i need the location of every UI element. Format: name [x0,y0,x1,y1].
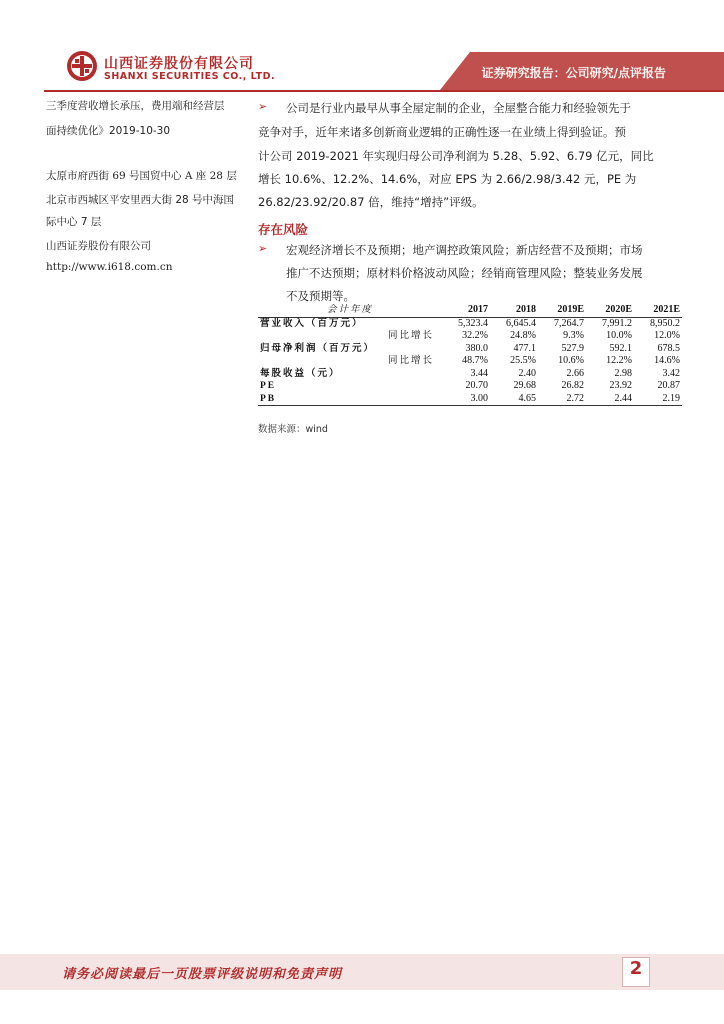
bullet-icon: ➢ [258,100,268,113]
table-row [258,330,682,343]
table-cell: 12.2% [606,355,632,366]
page-header [0,0,724,96]
table-cell: 2.66 [566,367,584,379]
table-cell: 3.00 [442,393,490,406]
table-cell: 10.6% [558,355,584,366]
table-row-label: 归母净利润（百万元） [260,343,376,354]
table-cell: 2.40 [518,367,536,379]
table-row-label: PB [258,393,442,406]
table-cell: 10.0% [606,330,632,341]
sidebar-address-taiyuan: 太原市府西街 69 号国贸中心 A 座 28 层 [46,170,237,182]
sidebar-website-link[interactable]: http://www.i618.com.cn [46,261,173,273]
page-number: 2 [629,958,643,979]
table-cell: 6,645.4 [506,317,536,329]
header-divider [44,90,724,92]
risk-line: 宏观经济增长不及预期；地产调控政策风险；新店经营不及预期；市场 [286,243,643,257]
data-source-note: 数据来源：wind [258,424,328,435]
table-row [258,368,682,381]
table-cell: 3.44 [470,367,488,379]
table-row [258,393,682,406]
table-header-year: 2019E [538,304,586,317]
table-cell: 14.6% [654,355,680,366]
table-row-label: 同比增长 [387,356,434,366]
sidebar-related-report-line1: 三季度营收增长承压，费用端和经营层 [46,100,225,112]
table-cell: 2.19 [634,393,682,406]
table-row-label: 同比增长 [387,331,434,341]
table-header-year: 2018 [490,304,538,317]
table-cell: 23.92 [609,380,632,391]
table-cell: 4.65 [490,393,538,406]
table-cell: 29.68 [513,380,536,391]
table-cell: 527.9 [561,342,584,354]
sidebar-address-beijing-line1: 北京市西城区平安里西大街 28 号中海国 [46,194,235,206]
table-cell: 2.98 [614,367,632,379]
table-cell: 32.2% [462,330,488,341]
financial-forecast-table [258,304,682,406]
table-cell: 5,323.4 [458,317,488,329]
sidebar-company-name: 山西证券股份有限公司 [46,240,151,252]
table-cell: 477.1 [513,342,536,354]
table-cell: 24.8% [510,330,536,341]
table-cell: 7,264.7 [554,317,584,329]
table-cell: 8,950.2 [650,317,680,329]
table-row-label: PE [260,381,277,391]
table-cell: 380.0 [465,342,488,354]
summary-line: 公司是行业内最早从事全屋定制的企业，全屋整合能力和经验领先于 [286,101,631,115]
table-cell: 20.87 [657,380,680,391]
table-cell: 678.5 [657,342,680,354]
table-header-row [258,304,682,317]
bullet-icon: ➢ [258,242,268,255]
company-name-cn: 山西证券股份有限公司 [104,56,254,72]
table-cell: 26.82 [561,380,584,391]
summary-line: 竞争对手，近年来诸多创新商业逻辑的正确性逐一在业绩上得到验证。预 [258,125,626,139]
table-row-label: 每股收益（元） [260,368,341,379]
table-cell: 20.70 [465,380,488,391]
table-cell: 592.1 [609,342,632,354]
footer-disclaimer: 请务必阅读最后一页股票评级说明和免责声明 [62,967,343,982]
table-row-label: 营业收入（百万元） [260,318,364,329]
table-row [258,380,682,393]
sidebar-address-beijing-line2: 际中心 7 层 [46,216,102,228]
risk-line: 推广不达预期；原材料价格波动风险；经销商管理风险；整装业务发展 [286,266,643,280]
table-cell: 9.3% [563,330,584,341]
company-logo-icon [66,50,98,82]
risk-line: 不及预期等。 [286,289,355,303]
risk-section-title: 存在风险 [258,222,309,237]
report-type-label: 证券研究报告：公司研究/点评报告 [481,66,666,80]
table-header-label: 会计年度 [258,304,442,317]
table-cell: 2.72 [538,393,586,406]
table-row [258,355,682,368]
summary-line: 增长 10.6%、12.2%、14.6%，对应 EPS 为 2.66/2.98/3.42 元，PE 为 [258,172,637,186]
table-row [258,343,682,356]
table-header-year: 2021E [634,304,682,317]
table-cell: 25.5% [510,355,536,366]
table-cell: 7,991.2 [602,317,632,329]
table-cell: 2.44 [586,393,634,406]
table-cell: 48.7% [462,355,488,366]
table-cell: 12.0% [654,330,680,341]
company-name-en: SHANXI SECURITIES CO., LTD. [104,71,276,82]
table-header-year: 2020E [586,304,634,317]
table-cell: 3.42 [662,367,680,379]
sidebar-related-report-line2: 面持续优化》2019-10-30 [46,125,171,137]
table-header-year: 2017 [442,304,490,317]
summary-line: 计公司 2019-2021 年实现归母公司净利润为 5.28、5.92、6.79 亿元，同比 [258,149,654,163]
summary-line: 26.82/23.92/20.87 倍，维持“增持”评级。 [258,195,484,209]
table-row [258,317,682,330]
